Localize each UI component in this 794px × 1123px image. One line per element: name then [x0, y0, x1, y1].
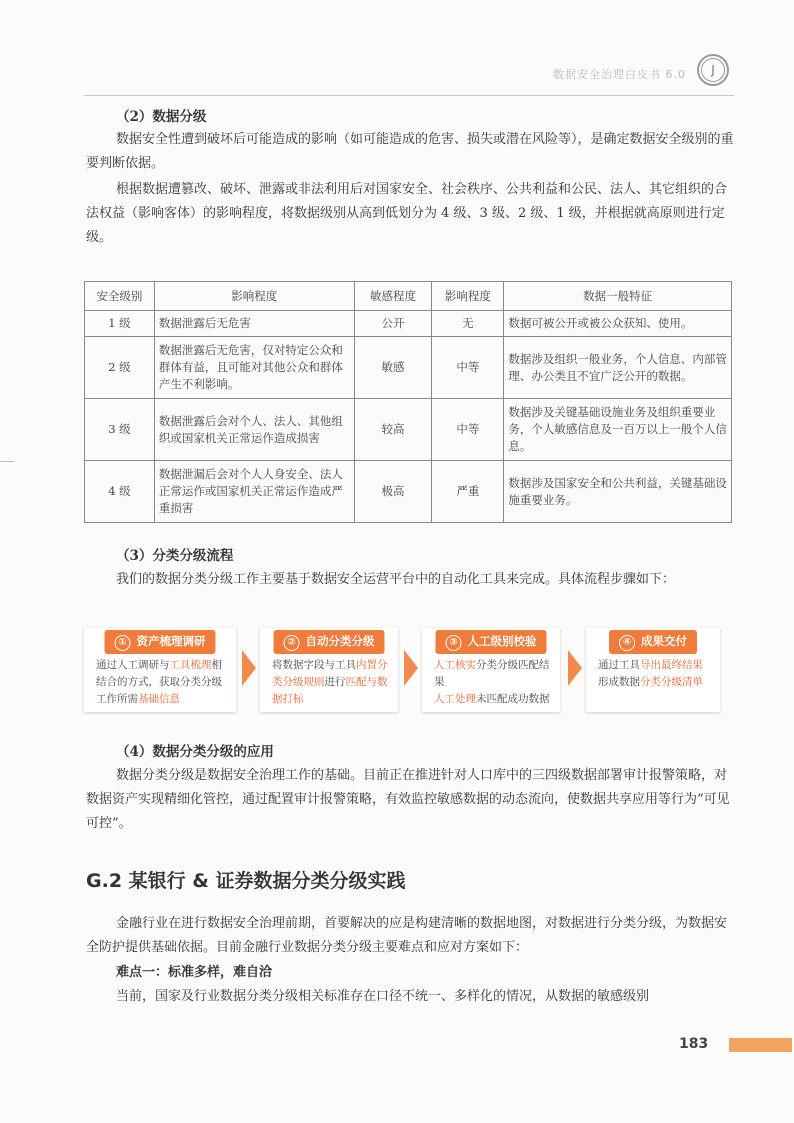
flow-step-text: 通过人工调研与工具梳理相结合的方式，获取分类分级工作所需基础信息	[96, 659, 222, 705]
running-header-title: 数据安全治理白皮书 6.0	[553, 68, 686, 81]
section-heading-process: （3）分类分级流程	[116, 548, 234, 564]
grading-table	[84, 281, 732, 523]
table-cell: 数据涉及关键基础设施业务及组织重要业务，个人敏感信息及一百万以上一般个人信息。	[504, 399, 732, 461]
table-cell: 严重	[432, 461, 504, 523]
table-cell: 数据泄露后无危害	[154, 311, 354, 337]
table-cell: 数据涉及组织一般业务，个人信息、内部管理、办公类且不宜广泛公开的数据。	[504, 337, 732, 399]
paragraph: 根据数据遭篡改、破坏、泄露或非法利用后对国家安全、社会秩序、公共利益和公民、法人、其它组织的合法权益（影响客体）的影响程度，将数据级别从高到低划分为 4 级、3 级、2 级、1 级，并根据就高原则进行定级。	[86, 182, 728, 245]
table-cell: 中等	[432, 399, 504, 461]
table-header: 敏感程度	[354, 282, 432, 311]
flow-step-2	[260, 628, 398, 712]
table-cell: 中等	[432, 337, 504, 399]
flow-arrow-icon	[242, 650, 256, 686]
table-cell: 数据泄露后无危害，仅对特定公众和群体有益，且可能对其他公众和群体产生不利影响。	[154, 337, 354, 399]
flow-step-title: ② 自动分类分级	[274, 630, 385, 654]
paragraph: 金融行业在进行数据安全治理前期，首要解决的应是构建清晰的数据地图，对数据进行分类分级，为数据安全防护提供基础依据。目前金融行业数据分类分级主要难点和应对方案如下：	[86, 916, 728, 955]
table-row	[85, 399, 732, 461]
flow-step-title: ③ 人工级别校验	[436, 630, 547, 654]
table-cell: 2 级	[85, 337, 155, 399]
paragraph: 我们的数据分类分级工作主要基于数据安全运营平台中的自动化工具来完成。具体流程步骤如下：	[116, 572, 676, 587]
paragraph: 数据分类分级是数据安全治理工作的基础。目前正在推进针对人口库中的三四级数据部署审计报警策略，对数据资产实现精细化管控，通过配置审计报警策略，有效监控敏感数据的动态流向，使数据共享应用等行为“可见可控”。	[86, 768, 730, 831]
process-flow	[84, 628, 724, 712]
flow-step-4	[586, 628, 720, 712]
table-cell: 极高	[354, 461, 432, 523]
table-header: 安全级别	[85, 282, 155, 311]
table-cell: 1 级	[85, 311, 155, 337]
table-header: 影响程度	[432, 282, 504, 311]
table-cell: 3 级	[85, 399, 155, 461]
table-row	[85, 461, 732, 523]
table-cell: 数据涉及国家安全和公共利益，关键基础设施重要业务。	[504, 461, 732, 523]
flow-step-text: 通过工具导出最终结果 形成数据分类分级清单	[598, 659, 703, 688]
section-heading-grading: （2）数据分级	[116, 109, 207, 125]
flow-step-title: ④ 成果交付	[609, 630, 697, 654]
flow-step-1	[84, 628, 236, 712]
flow-arrow-icon	[404, 650, 418, 686]
table-cell: 无	[432, 311, 504, 337]
page-number: 183	[679, 1036, 709, 1052]
flow-step-text: 将数据字段与工具内置分类分级规则进行匹配与数据打标	[272, 659, 388, 705]
table-row	[85, 337, 732, 399]
header-divider	[84, 95, 734, 96]
difficulty-heading: 难点一：标准多样，难自洽	[116, 965, 273, 980]
table-row	[85, 311, 732, 337]
table-header: 数据一般特征	[504, 282, 732, 311]
table-cell: 数据泄露后会对个人、法人、其他组织或国家机关正常运作造成损害	[154, 399, 354, 461]
table-cell: 公开	[354, 311, 432, 337]
flow-step-text: 人工核实分类分级匹配结果 人工处理未匹配成功数据	[434, 659, 550, 705]
table-cell: 数据可被公开或被公众获知、使用。	[504, 311, 732, 337]
section-heading-application: （4）数据分类分级的应用	[116, 744, 274, 760]
paragraph: 当前，国家及行业数据分类分级相关标准存在口径不统一、多样化的情况，从数据的敏感级别	[116, 989, 650, 1004]
table-cell: 4 级	[85, 461, 155, 523]
flow-step-title: ① 资产梳理调研	[105, 630, 216, 654]
table-cell: 数据泄漏后会对个人人身安全、法人正常运作或国家机关正常运作造成严重损害	[154, 461, 354, 523]
flow-step-3	[422, 628, 560, 712]
table-cell: 敏感	[354, 337, 432, 399]
book-logo-icon: J	[697, 54, 729, 86]
margin-mark	[0, 461, 14, 462]
table-cell: 较高	[354, 399, 432, 461]
paragraph: 数据安全性遭到破坏后可能造成的影响（如可能造成的危害、损失或潜在风险等），是确定数据安全级别的重要判断依据。	[86, 132, 734, 171]
section-title-g2: G.2 某银行 & 证券数据分类分级实践	[86, 870, 406, 892]
page-number-bar	[729, 1038, 792, 1052]
table-header: 影响程度	[154, 282, 354, 311]
table-header-row	[85, 282, 732, 311]
flow-arrow-icon	[568, 650, 582, 686]
